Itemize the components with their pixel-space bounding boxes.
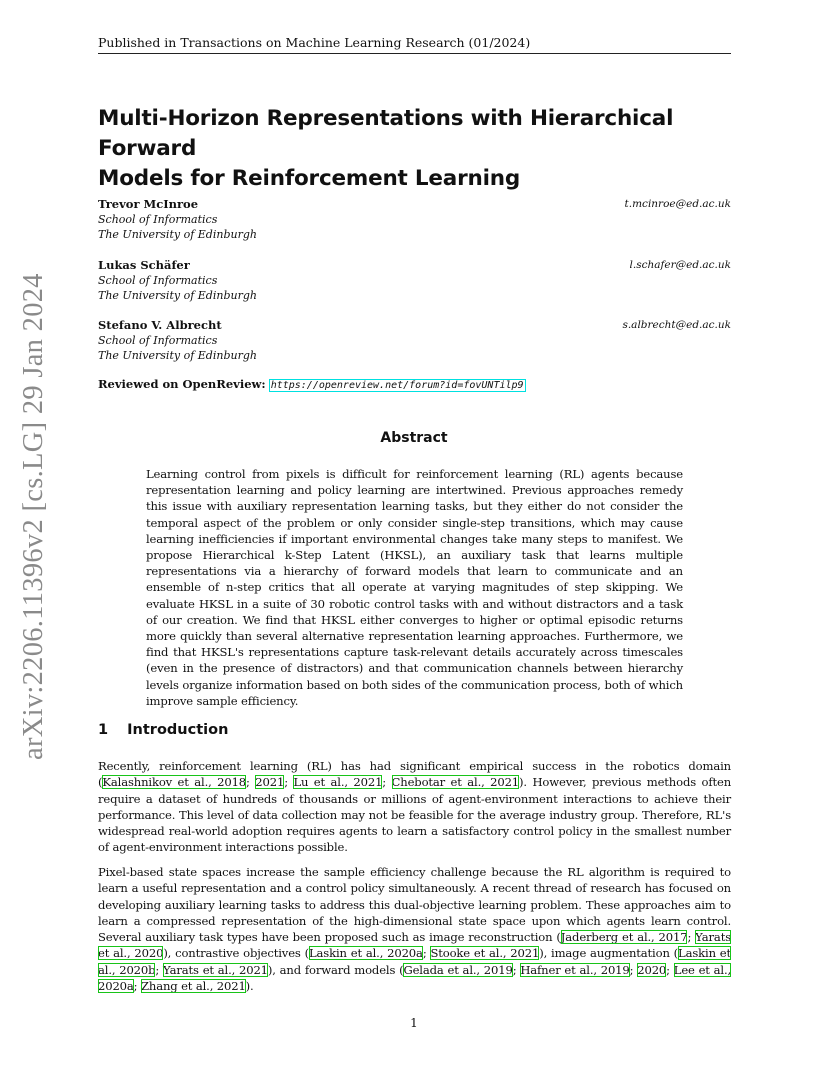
citation-link[interactable]: Laskin et al., 2020b [98,946,732,977]
separator: ; [629,962,638,977]
citation-link[interactable]: Yarats et al., 2020 [98,930,732,961]
section-title: Introduction [127,722,229,738]
title-line-1: Multi-Horizon Representations with Hierarchical Forward [98,106,674,161]
openreview-label: Reviewed on OpenReview: [98,377,266,391]
paragraph-text: ). However, previous methods often require a dataset of hundreds of thousands or millions of agent-environment interactions to achieve their performance. This level of data collection may not be feasible for the average industry group. Therefore, RL's widespread real-world adoption requires agents to learn a satisfactory control policy in the smallest number of agent-environment interactions possible. [98,775,732,855]
author-email[interactable]: t.mcinroe@ed.ac.uk [624,198,731,210]
author-email[interactable]: l.schafer@ed.ac.uk [629,259,731,271]
author-institution: The University of Edinburgh [98,349,257,362]
paper-title [98,104,738,194]
author-block-2 [98,258,731,303]
citation-link[interactable]: Kalashnikov et al., 2018 [102,775,247,790]
section-heading [98,722,228,738]
citation-link[interactable]: 2021 [255,775,285,790]
openreview-link[interactable]: https://openreview.net/forum?id=fovUNTilp9 [270,380,524,391]
author-affiliation: School of Informatics [98,334,218,347]
separator: ; [246,775,256,790]
paragraph-text: ), contrastive objectives ( [163,946,309,961]
citation-link[interactable]: Lee et al., 2020a [98,962,732,994]
openreview-line [98,377,525,391]
paragraph-text: Pixel-based state spaces increase the sample efficiency challenge because the RL algorithm is required to learn a useful representation and a control policy simultaneously. A recent thread of research has focused on developing auxiliary learning tasks to address this dual-objective learning problem. These approaches aim to learn a compressed representation of the high-dimensional state space upon which agents learn control. Several auxiliary task types have been proposed such as image reconstruction ( [98,865,731,945]
paragraph-text: ), and forward models ( [267,962,404,977]
separator: ; [422,946,431,961]
author-name: Stefano V. Albrecht [98,318,222,332]
separator: ; [133,979,141,994]
separator: ; [687,930,696,945]
title-line-2: Models for Reinforcement Learning [98,166,521,191]
paragraph-text: Recently, reinforcement learning (RL) has had significant empirical success in the robotics domain ( [98,759,731,790]
author-institution: The University of Edinburgh [98,289,257,302]
paragraph-text: ), image augmentation ( [539,946,679,961]
author-block-3 [98,318,731,363]
abstract-text: Learning control from pixels is difficult for reinforcement learning (RL) agents because representation learning and policy learning are intertwined. Previous approaches remedy this issue with auxiliary representation learning tasks, but they either do not consider the temporal aspect of the problem or only consider single-step transitions, which may cause learning inefficiencies if important environmental changes take many steps to manifest. We propose Hierarchical k-Step Latent (HKSL), an auxiliary task that learns multiple representations via a hierarchy of forward models that learn to communicate and an ensemble of n-step critics that all operate at varying magnitudes of step skipping. We evaluate HKSL in a suite of 30 robotic control tasks with and without distractors and a task of our creation. We find that HKSL either converges to higher or optimal episodic returns more quickly than several alternative representation learning approaches. Furthermore, we find that HKSL's representations capture task-relevant details accurately across timescales (even in the presence of distractors) and that communication channels between hierarchy levels organize information based on both sides of the communication process, both of which improve sample efficiency. [146,467,683,708]
citation-link[interactable]: Chebotar et al., 2021 [391,775,520,790]
citation-link[interactable]: Laskin et al., 2020a [308,946,423,961]
citation-link[interactable]: Zhang et al., 2021 [140,979,246,994]
author-institution: The University of Edinburgh [98,228,257,241]
abstract-heading: Abstract [380,430,448,446]
separator: ; [666,962,674,977]
citation-link[interactable]: Stooke et al., 2021 [430,946,540,961]
citation-link[interactable]: Yarats et al., 2021 [163,962,268,977]
section-number: 1 [98,722,109,738]
separator: ; [155,962,164,977]
author-email[interactable]: s.albrecht@ed.ac.uk [622,319,731,331]
intro-paragraph-1 [98,758,731,856]
citation-link[interactable]: Hafner et al., 2019 [520,962,630,977]
separator: ; [382,775,392,790]
separator: ; [284,775,294,790]
intro-paragraph-2 [98,864,731,994]
arxiv-stamp: arXiv:2206.11396v2 [cs.LG] 29 Jan 2024 [18,273,49,760]
author-name: Lukas Schäfer [98,258,190,272]
citation-link[interactable]: 2020 [637,962,667,977]
running-header: Published in Transactions on Machine Learning Research (01/2024) [98,35,731,54]
page-number: 1 [410,1016,418,1030]
author-name: Trevor McInroe [98,197,199,211]
citation-link[interactable]: Jaderberg et al., 2017 [560,930,688,945]
citation-link[interactable]: Lu et al., 2021 [293,775,383,790]
separator: ; [512,962,521,977]
citation-link[interactable]: Gelada et al., 2019 [403,962,513,977]
paragraph-text: ). [245,979,254,994]
author-affiliation: School of Informatics [98,213,218,226]
author-affiliation: School of Informatics [98,274,218,287]
author-block-1 [98,197,731,242]
